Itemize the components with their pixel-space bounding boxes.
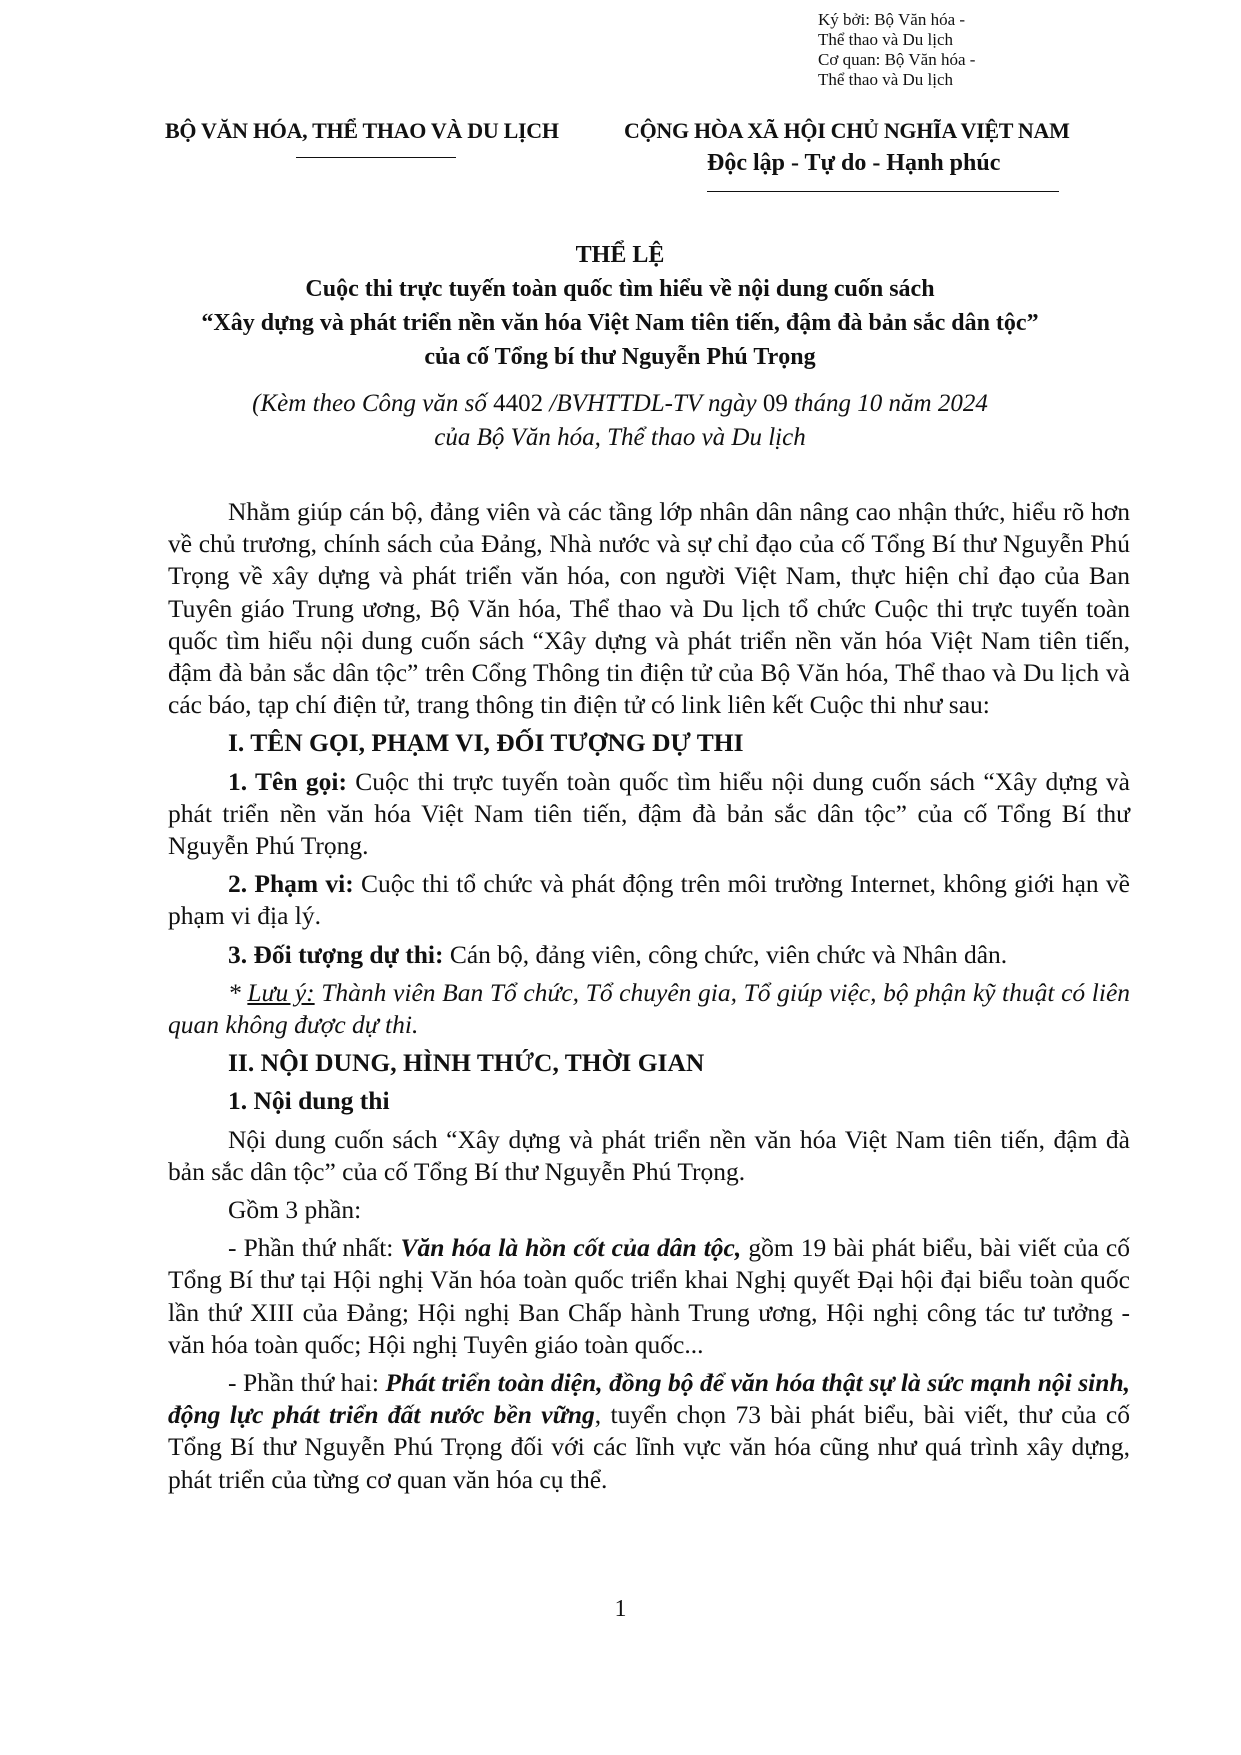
item-scope-text: Cuộc thi tổ chức và phát động trên môi trường Internet, không giới hạn về phạm vi địa lý. bbox=[168, 869, 1130, 931]
agency-underline bbox=[296, 157, 456, 158]
item-scope bbox=[168, 868, 1130, 932]
signature-line-1: Ký bởi: Bộ Văn hóa - bbox=[818, 10, 966, 29]
part-2-prefix: - Phần thứ hai: bbox=[228, 1368, 386, 1398]
national-title: CỘNG HÒA XÃ HỘI CHỦ NGHĨA VIỆT NAM bbox=[624, 118, 1070, 143]
signature-line-3: Cơ quan: Bộ Văn hóa - bbox=[818, 50, 976, 69]
digital-signature-block bbox=[818, 10, 1078, 90]
part-2-paragraph bbox=[168, 1367, 1130, 1496]
section-heading-2: II. NỘI DUNG, HÌNH THỨC, THỜI GIAN bbox=[228, 1048, 705, 1078]
reference-suffix: tháng 10 năm 2024 bbox=[787, 390, 988, 417]
national-motto: Độc lập - Tự do - Hạnh phúc bbox=[707, 150, 1001, 176]
note-label: Lưu ý: bbox=[247, 977, 315, 1007]
part-1-title: Văn hóa là hồn cốt của dân tộc, bbox=[400, 1233, 742, 1263]
item-name bbox=[168, 766, 1130, 863]
intro-paragraph: Nhằm giúp cán bộ, đảng viên và các tầng lớp nhân dân nâng cao nhận thức, hiểu rõ hơn về chủ trương, chính sách của Đảng, Nhà nước và sự chỉ đạo của cố Tổng Bí thư Nguyễn Phú Trọng về xây dựng và phát triển văn hóa, con người Việt Nam, thực hiện chỉ đạo của Ban Tuyên giáo Trung ương, Bộ Văn hóa, Thể thao và Du lịch tổ chức Cuộc thi trực tuyến toàn quốc tìm hiểu nội dung cuốn sách “Xây dựng và phát triển nền văn hóa Việt Nam tiên tiến, đậm đà bản sắc dân tộc” trên Cổng Thông tin điện tử của Bộ Văn hóa, Thể thao và Du lịch và các báo, tạp chí điện tử, trang thông tin điện tử có link liên kết Cuộc thi như sau: bbox=[168, 497, 1130, 720]
reference-middle: /BVHTTDL-TV ngày bbox=[543, 390, 763, 417]
signature-line-2: Thể thao và Du lịch bbox=[818, 30, 954, 49]
subsection-heading-content: 1. Nội dung thi bbox=[228, 1086, 390, 1116]
parts-intro: Gồm 3 phần: bbox=[228, 1195, 362, 1225]
item-scope-label: 2. Phạm vi: bbox=[228, 869, 354, 899]
section-heading-1: I. TÊN GỌI, PHẠM VI, ĐỐI TƯỢNG DỰ THI bbox=[228, 728, 744, 758]
reference-prefix: (Kèm theo Công văn số bbox=[252, 390, 494, 417]
document-title: THỂ LỆ bbox=[575, 242, 665, 268]
content-paragraph: Nội dung cuốn sách “Xây dựng và phát triển nền văn hóa Việt Nam tiên tiến, đậm đà bản sắc dân tộc” của cố Tổng Bí thư Nguyễn Phú Trọng. bbox=[168, 1124, 1130, 1186]
part-2-title: Phát triển toàn diện, đồng bộ để văn hóa thật sự là sức mạnh nội sinh, động lực phát triển đất nước bền vững bbox=[168, 1368, 1130, 1430]
document-subtitle-line-3: của cố Tổng bí thư Nguyễn Phú Trọng bbox=[424, 344, 816, 370]
part-1-text: gồm 19 bài phát biểu, bài viết của cố Tổng Bí thư tại Hội nghị Văn hóa toàn quốc triển khai Nghị quyết Đại hội đại biểu toàn quốc lần thứ XIII của Đảng; Hội nghị Ban Chấp hành Trung ương, Hội nghị công tác tư tưởng - văn hóa toàn quốc; Hội nghị Tuyên giáo toàn quốc... bbox=[168, 1233, 1130, 1359]
item-participants bbox=[168, 939, 1130, 971]
signature-line-4: Thể thao và Du lịch bbox=[818, 70, 954, 89]
part-1-prefix: - Phần thứ nhất: bbox=[228, 1233, 401, 1263]
part-2-text: , tuyển chọn 73 bài phát biểu, bài viết, thư của cố Tổng Bí thư Nguyễn Phú Trọng đối với các lĩnh vực văn hóa cũng như quá trình xây dựng, phát triển của từng cơ quan văn hóa cụ thể. bbox=[168, 1400, 1130, 1494]
item-participants-label: 3. Đối tượng dự thi: bbox=[228, 939, 444, 969]
item-name-text: Cuộc thi trực tuyến toàn quốc tìm hiểu nội dung cuốn sách “Xây dựng và phát triển nền văn hóa Việt Nam tiên tiến, đậm đà bản sắc dân tộc” của cố Tổng Bí thư Nguyễn Phú Trọng. bbox=[168, 766, 1130, 861]
reference-agency: của Bộ Văn hóa, Thể thao và Du lịch bbox=[434, 424, 806, 451]
note-text: Thành viên Ban Tổ chức, Tổ chuyên gia, Tổ giúp việc, bộ phận kỹ thuật có liên quan không được dự thi. bbox=[168, 977, 1131, 1040]
part-1-paragraph bbox=[168, 1232, 1130, 1361]
item-name-label: 1. Tên gọi: bbox=[228, 766, 347, 796]
page-number: 1 bbox=[614, 1596, 627, 1622]
item-participants-text: Cán bộ, đảng viên, công chức, viên chức và Nhân dân. bbox=[443, 939, 1008, 969]
motto-underline bbox=[707, 191, 1059, 192]
issuing-agency: BỘ VĂN HÓA, THỂ THAO VÀ DU LỊCH bbox=[165, 118, 559, 143]
note-paragraph bbox=[168, 977, 1130, 1041]
reference-line bbox=[140, 390, 1100, 418]
reference-day: 09 bbox=[762, 390, 788, 417]
document-subtitle-line-1: Cuộc thi trực tuyến toàn quốc tìm hiểu về nội dung cuốn sách bbox=[305, 276, 935, 302]
document-subtitle-line-2: “Xây dựng và phát triển nền văn hóa Việt Nam tiên tiến, đậm đà bản sắc dân tộc” bbox=[201, 310, 1039, 336]
document-body bbox=[168, 496, 1130, 1496]
reference-number: 4402 bbox=[493, 390, 544, 417]
note-star: * bbox=[228, 977, 248, 1007]
